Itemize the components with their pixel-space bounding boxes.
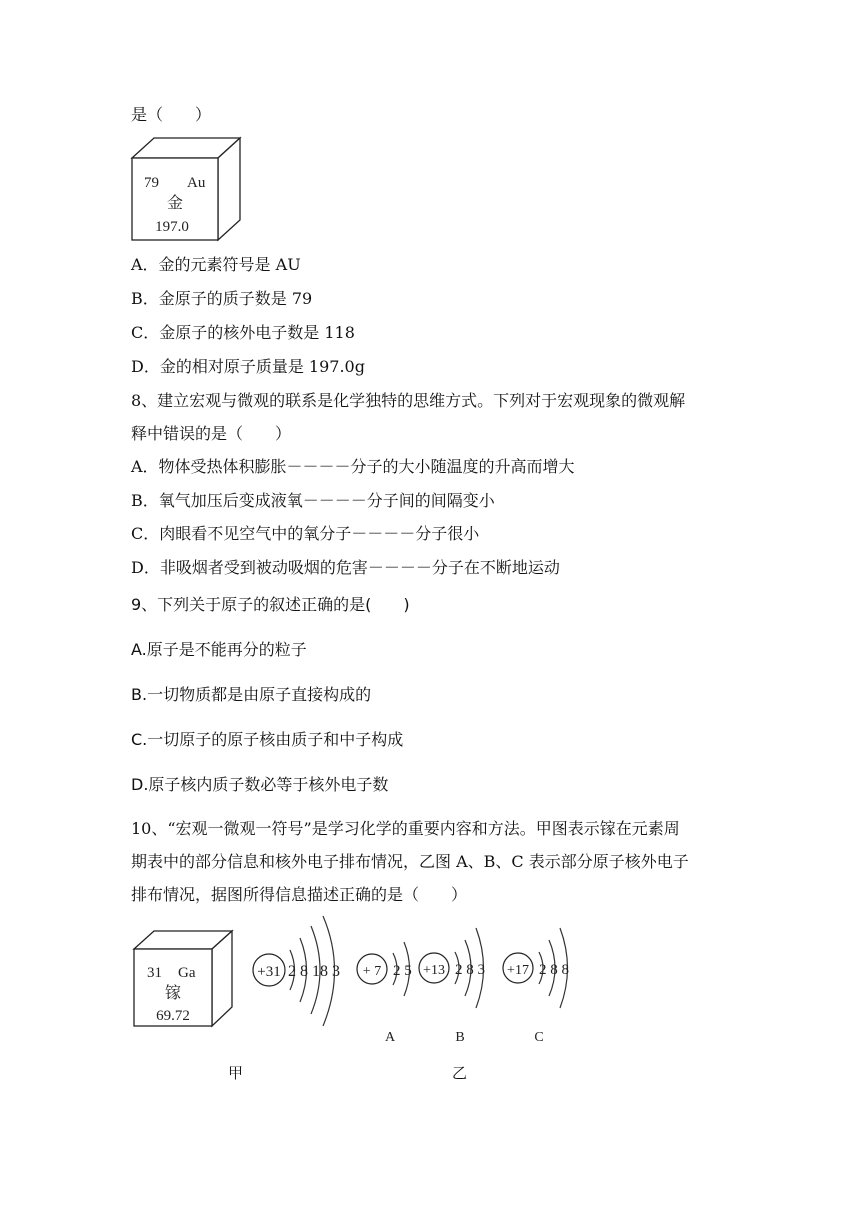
- atom-diagram-c: [501, 912, 586, 1045]
- q9-option-d: D.原子核内质子数必等于核外电子数: [131, 775, 389, 794]
- q8-option-a: A．物体受热体积膨胀－－－－分子的大小随温度的升高而增大: [131, 457, 575, 476]
- q8-option-c: C．肉眼看不见空气中的氧分子－－－－分子很小: [131, 524, 480, 543]
- q8-option-b: B．氧气加压后变成液氧－－－－分子间的间隔变小: [131, 491, 495, 510]
- q10-stem-line1: 10、“宏观一微观一符号”是学习化学的重要内容和方法。甲图表示镓在元素周: [131, 819, 680, 838]
- tile-symbol: Au: [187, 175, 206, 191]
- atom-diagram-b: [417, 912, 502, 1045]
- q7-option-b: B．金原子的质子数是 79: [131, 289, 313, 308]
- atom-a-nucleus: + 7: [362, 964, 382, 979]
- tile-atomic-number: 79: [144, 175, 159, 191]
- q9-option-b: B.一切物质都是由原子直接构成的: [131, 685, 372, 704]
- ga-atomic-number: 31: [147, 965, 162, 981]
- ga-nucleus-charge: +31: [257, 964, 281, 980]
- atom-b-nucleus: +13: [423, 963, 445, 978]
- tile-mass: 197.0: [155, 219, 189, 235]
- q10-stem-line3: 排布情况，据图所得信息描述正确的是（ ）: [131, 885, 468, 904]
- atom-a-label: A: [384, 1030, 396, 1045]
- gold-element-tile: [130, 136, 242, 242]
- atom-c-nucleus: +17: [507, 963, 529, 978]
- ga-name: 镓: [164, 983, 182, 1002]
- q7-option-a: A．金的元素符号是 AU: [131, 255, 301, 274]
- q7-option-c: C．金原子的核外电子数是 118: [131, 323, 355, 342]
- q8-stem-line1: 8、建立宏观与微观的联系是化学独特的思维方式。下列对于宏观现象的微观解: [131, 391, 686, 410]
- ga-symbol: Ga: [178, 965, 196, 981]
- q9-option-a: A.原子是不能再分的粒子: [131, 640, 307, 659]
- atom-c-shells: 2 8 8: [539, 962, 569, 978]
- q8-stem-line2: 释中错误的是（ ）: [131, 424, 292, 443]
- atom-a-shells: 2 5: [393, 963, 412, 979]
- q7-stem-tail: 是（ ）: [131, 105, 212, 124]
- ga-shell-electrons: 2 8 18 3: [288, 963, 340, 980]
- q9-stem: 9、下列关于原子的叙述正确的是( ): [131, 595, 410, 614]
- atom-c-label: C: [534, 1030, 544, 1045]
- ga-mass: 69.72: [156, 1008, 190, 1024]
- gallium-atom-diagram: [250, 910, 360, 1040]
- q10-stem-line2: 期表中的部分信息和核外电子排布情况，乙图 A、B、C 表示部分原子核外电子: [131, 852, 689, 871]
- q7-option-d: D．金的相对原子质量是 197.0g: [131, 357, 365, 376]
- gallium-element-tile: [132, 929, 234, 1029]
- tile-name: 金: [166, 193, 184, 212]
- q8-option-d: D．非吸烟者受到被动吸烟的危害－－－－分子在不断地运动: [131, 558, 560, 577]
- figure-caption-yi: 乙: [452, 1064, 468, 1082]
- figure-caption-jia: 甲: [228, 1064, 244, 1082]
- q9-option-c: C.一切原子的原子核由质子和中子构成: [131, 730, 404, 749]
- atom-b-label: B: [455, 1030, 465, 1045]
- atom-diagram-a: [355, 920, 425, 1045]
- atom-b-shells: 2 8 3: [455, 962, 485, 978]
